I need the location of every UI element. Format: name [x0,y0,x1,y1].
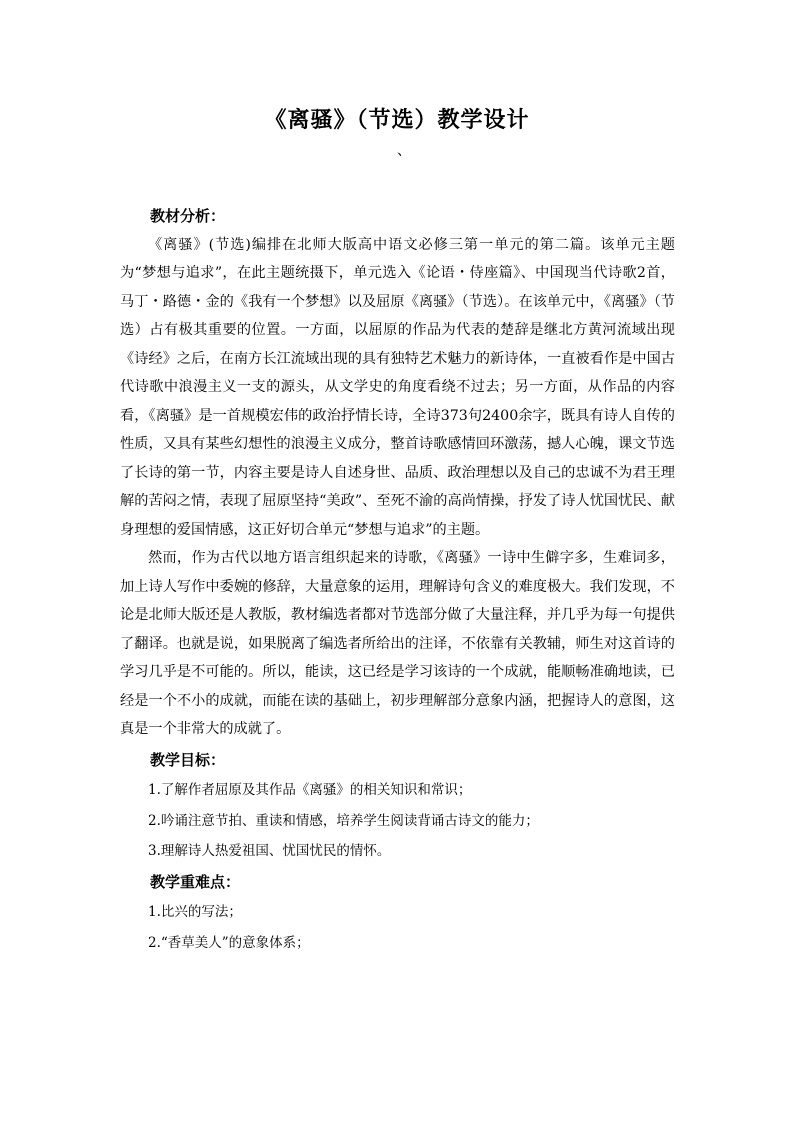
section-heading-goals: 教学目标： [150,750,226,769]
document-title: 《离骚》（节选）教学设计 [264,107,530,133]
list-item: 2.“香草美人”的意象体系； [148,934,310,951]
paragraph: 然而，作为古代以地方语言组织起来的诗歌，《离骚》一诗中生僻字多，生难词多，加上诗人写作中委婉的修辞，大量意象的运用，理解诗句含义的难度极大。我们发现，不论是北师大版还是人教版，教材编选者都对节选部分做了大量注释，并几乎为每一句提供了翻译。也就是说，如果脱离了编选者所给出的注译，不依靠有关教辅，师生对这首诗的学习几乎是不可能的。所以，能读，这已经是学习该诗的一个成就，能顺畅准确地读，已经是一个不小的成就，而能在读的基础上，初步理解部分意象内涵，把握诗人的意图，这真是一个非常大的成就了。 [120,550,675,737]
list-item: 2.吟诵注意节拍、重读和情感，培养学生阅读背诵古诗文的能力； [148,812,539,829]
list-item: 3.理解诗人热爱祖国、忧国忧民的情怀。 [148,843,391,859]
section-heading-analysis: 教材分析： [150,207,226,225]
section-heading-keypoints: 教学重难点： [150,872,241,891]
stray-mark: 、 [397,143,411,159]
paragraph: 《离骚》(节选)编排在北师大版高中语文必修三第一单元的第二篇。该单元主题为“梦想与追求”，在此主题统摄下，单元选入《论语・侍座篇》、中国现当代诗歌2首，马丁・路德・金的《我有一个梦想》以及屈原《离骚》（节选）。在该单元中，《离骚》（节选）占有极其重要的位置。一方面，以屈原的作品为代表的楚辞是继北方黄河流域出现《诗经》之后，在南方长江流域出现的具有独特艺术魅力的新诗体，一直被看作是中国古代诗歌中浪漫主义一支的源头，从文学史的角度看绕不过去；另一方面，从作品的内容看，《离骚》是一首规模宏伟的政治抒情长诗，全诗373句2400余字，既具有诗人自传的性质，又具有某些幻想性的浪漫主义成分，整首诗歌感情回环激荡，撼人心魄，课文节选了长诗的第一节，内容主要是诗人自述身世、品质、政治理想以及自己的忠诚不为君王理解的苦闷之情，表现了屈原坚持“美政”、至死不渝的高尚情操，抒发了诗人忧国忧民、献身理想的爱国情感，这正好切合单元“梦想与追求”的主题。 [120,236,675,538]
list-item: 1.了解作者屈原及其作品《离骚》的相关知识和常识； [148,782,472,798]
list-item: 1.比兴的写法； [148,904,242,920]
document-body [120,202,675,957]
